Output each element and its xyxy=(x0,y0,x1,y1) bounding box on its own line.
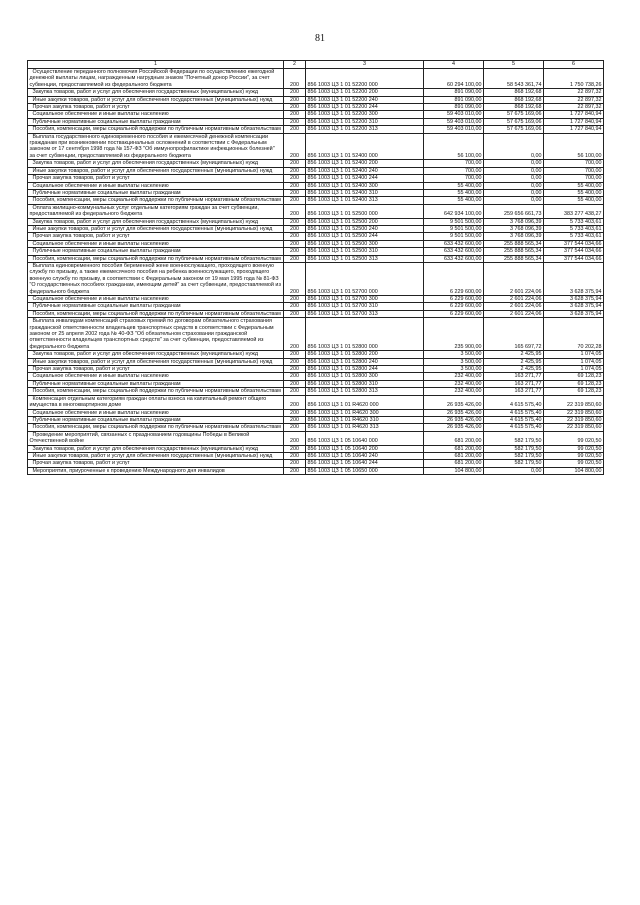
unexecuted-amount: 55 400,00 xyxy=(544,189,604,196)
budget-classification-code: 856 1003 ЦЗ 1 01 52800 310 xyxy=(306,380,424,387)
approved-amount: 891 090,00 xyxy=(424,89,484,96)
budget-classification-code: 856 1003 ЦЗ 1 01 52200 300 xyxy=(306,111,424,118)
row-description: Прочая закупка товаров, работ и услуг xyxy=(28,366,284,373)
row-description: Пособия, компенсации, меры социальной поддержки по публичным нормативным обязательствам xyxy=(28,424,284,431)
row-description: Закупка товаров, работ и услуг для обеспечения государственных (муниципальных) нужд xyxy=(28,351,284,358)
budget-classification-code: 856 1003 ЦЗ 1 01 52400 200 xyxy=(306,160,424,167)
approved-amount: 26 935 426,00 xyxy=(424,416,484,423)
unexecuted-amount: 22 319 850,60 xyxy=(544,395,604,409)
executed-amount: 2 601 224,06 xyxy=(484,303,544,310)
row-description: Социальное обеспечение и иные выплаты населению xyxy=(28,373,284,380)
row-description: Закупка товаров, работ и услуг для обеспечения государственных (муниципальных) нужд xyxy=(28,445,284,452)
unexecuted-amount: 1 727 840,94 xyxy=(544,118,604,125)
budget-classification-code: 856 1003 ЦЗ 1 01 52500 300 xyxy=(306,240,424,247)
unexecuted-amount: 700,00 xyxy=(544,167,604,174)
budget-classification-code: 856 1003 ЦЗ 1 01 52800 313 xyxy=(306,388,424,395)
table-row xyxy=(28,373,604,380)
executed-amount: 163 271,77 xyxy=(484,373,544,380)
table-row xyxy=(28,366,604,373)
line-code: 200 xyxy=(284,358,306,365)
line-code: 200 xyxy=(284,255,306,262)
budget-classification-code: 856 1003 ЦЗ 1 01 R4620 300 xyxy=(306,409,424,416)
table-row xyxy=(28,318,604,351)
unexecuted-amount: 3 628 375,94 xyxy=(544,262,604,295)
approved-amount: 60 294 100,00 xyxy=(424,69,484,89)
table-row xyxy=(28,262,604,295)
executed-amount: 0,00 xyxy=(484,189,544,196)
executed-amount: 57 675 169,06 xyxy=(484,111,544,118)
executed-amount: 259 656 661,73 xyxy=(484,204,544,218)
unexecuted-amount: 55 400,00 xyxy=(544,182,604,189)
unexecuted-amount: 377 544 034,66 xyxy=(544,255,604,262)
unexecuted-amount: 69 128,23 xyxy=(544,373,604,380)
unexecuted-amount: 104 800,00 xyxy=(544,467,604,474)
budget-classification-code: 856 1003 ЦЗ 1 01 52200 000 xyxy=(306,69,424,89)
executed-amount: 4 615 575,40 xyxy=(484,395,544,409)
table-row xyxy=(28,69,604,89)
line-code: 200 xyxy=(284,175,306,182)
budget-classification-code: 856 1003 ЦЗ 1 01 52800 300 xyxy=(306,373,424,380)
budget-classification-code: 856 1003 ЦЗ 1 01 52400 000 xyxy=(306,133,424,160)
line-code: 200 xyxy=(284,262,306,295)
budget-classification-code: 856 1003 ЦЗ 1 01 52400 313 xyxy=(306,197,424,204)
budget-classification-code: 856 1003 ЦЗ 1 01 52400 300 xyxy=(306,182,424,189)
executed-amount: 163 271,77 xyxy=(484,388,544,395)
approved-amount: 6 229 600,00 xyxy=(424,310,484,317)
approved-amount: 681 200,00 xyxy=(424,452,484,459)
line-code: 200 xyxy=(284,197,306,204)
row-description: Социальное обеспечение и иные выплаты населению xyxy=(28,296,284,303)
budget-classification-code: 856 1003 ЦЗ 1 01 52200 200 xyxy=(306,89,424,96)
executed-amount: 3 768 096,39 xyxy=(484,218,544,225)
line-code: 200 xyxy=(284,182,306,189)
executed-amount: 2 601 224,06 xyxy=(484,296,544,303)
executed-amount: 255 888 565,34 xyxy=(484,248,544,255)
unexecuted-amount: 700,00 xyxy=(544,160,604,167)
budget-classification-code: 856 1003 ЦЗ 1 01 R4620 310 xyxy=(306,416,424,423)
approved-amount: 3 500,00 xyxy=(424,351,484,358)
table-row xyxy=(28,380,604,387)
unexecuted-amount: 55 400,00 xyxy=(544,197,604,204)
approved-amount: 633 432 600,00 xyxy=(424,255,484,262)
line-code: 200 xyxy=(284,445,306,452)
executed-amount: 4 615 575,40 xyxy=(484,424,544,431)
unexecuted-amount: 22 319 850,60 xyxy=(544,424,604,431)
row-description: Публичные нормативные социальные выплаты гражданам xyxy=(28,303,284,310)
line-code: 200 xyxy=(284,111,306,118)
budget-classification-code: 856 1003 ЦЗ 1 01 R4620 313 xyxy=(306,424,424,431)
table-row xyxy=(28,182,604,189)
approved-amount: 232 400,00 xyxy=(424,388,484,395)
line-code: 200 xyxy=(284,395,306,409)
approved-amount: 3 500,00 xyxy=(424,358,484,365)
table-row xyxy=(28,126,604,133)
row-description: Иные закупки товаров, работ и услуг для обеспечения государственных (муниципальных) нужд xyxy=(28,225,284,232)
budget-classification-code: 856 1003 ЦЗ 1 05 10640 244 xyxy=(306,460,424,467)
executed-amount: 2 425,95 xyxy=(484,366,544,373)
budget-classification-code: 856 1003 ЦЗ 1 05 10650 000 xyxy=(306,467,424,474)
table-row xyxy=(28,218,604,225)
unexecuted-amount: 377 544 034,66 xyxy=(544,240,604,247)
table-row xyxy=(28,225,604,232)
budget-classification-code: 856 1003 ЦЗ 1 01 52500 244 xyxy=(306,233,424,240)
executed-amount: 2 425,95 xyxy=(484,351,544,358)
approved-amount: 633 432 600,00 xyxy=(424,240,484,247)
line-code: 200 xyxy=(284,351,306,358)
table-row xyxy=(28,104,604,111)
executed-amount: 868 192,68 xyxy=(484,96,544,103)
unexecuted-amount: 1 074,05 xyxy=(544,358,604,365)
unexecuted-amount: 1 727 840,94 xyxy=(544,111,604,118)
budget-classification-code: 856 1003 ЦЗ 1 05 10640 000 xyxy=(306,431,424,445)
budget-classification-code: 856 1003 ЦЗ 1 01 52800 200 xyxy=(306,351,424,358)
line-code: 200 xyxy=(284,380,306,387)
line-code: 200 xyxy=(284,240,306,247)
table-row xyxy=(28,89,604,96)
row-description: Пособия, компенсации, меры социальной поддержки по публичным нормативным обязательствам xyxy=(28,255,284,262)
line-code: 200 xyxy=(284,167,306,174)
row-description: Иные закупки товаров, работ и услуг для обеспечения государственных (муниципальных) нужд xyxy=(28,358,284,365)
row-description: Прочая закупка товаров, работ и услуг xyxy=(28,460,284,467)
budget-table xyxy=(27,60,604,475)
table-row xyxy=(28,424,604,431)
executed-amount: 582 179,50 xyxy=(484,452,544,459)
budget-classification-code: 856 1003 ЦЗ 1 01 52500 240 xyxy=(306,225,424,232)
executed-amount: 255 888 565,34 xyxy=(484,255,544,262)
executed-amount: 582 179,50 xyxy=(484,460,544,467)
unexecuted-amount: 1 727 840,94 xyxy=(544,126,604,133)
executed-amount: 0,00 xyxy=(484,167,544,174)
approved-amount: 891 090,00 xyxy=(424,96,484,103)
approved-amount: 6 229 600,00 xyxy=(424,303,484,310)
executed-amount: 4 615 575,40 xyxy=(484,409,544,416)
unexecuted-amount: 383 277 438,27 xyxy=(544,204,604,218)
budget-classification-code: 856 1003 ЦЗ 1 01 52200 244 xyxy=(306,104,424,111)
row-description: Иные закупки товаров, работ и услуг для обеспечения государственных (муниципальных) нужд xyxy=(28,96,284,103)
table-row xyxy=(28,248,604,255)
table-row xyxy=(28,204,604,218)
unexecuted-amount: 700,00 xyxy=(544,175,604,182)
line-code: 200 xyxy=(284,89,306,96)
header-cell: 5 xyxy=(484,61,544,69)
approved-amount: 26 935 426,00 xyxy=(424,409,484,416)
table-row xyxy=(28,233,604,240)
budget-classification-code: 856 1003 ЦЗ 1 01 52500 200 xyxy=(306,218,424,225)
unexecuted-amount: 1 750 738,26 xyxy=(544,69,604,89)
budget-classification-code: 856 1003 ЦЗ 1 01 52400 244 xyxy=(306,175,424,182)
row-description: Прочая закупка товаров, работ и услуг xyxy=(28,175,284,182)
line-code: 200 xyxy=(284,126,306,133)
unexecuted-amount: 3 628 375,94 xyxy=(544,310,604,317)
approved-amount: 681 200,00 xyxy=(424,445,484,452)
row-description: Пособия, компенсации, меры социальной поддержки по публичным нормативным обязательствам xyxy=(28,197,284,204)
table-row xyxy=(28,303,604,310)
budget-classification-code: 856 1003 ЦЗ 1 01 52500 313 xyxy=(306,255,424,262)
approved-amount: 59 403 010,00 xyxy=(424,111,484,118)
table-row xyxy=(28,240,604,247)
header-cell: 1 xyxy=(28,61,284,69)
unexecuted-amount: 22 897,32 xyxy=(544,104,604,111)
row-description: Выплата единовременного пособия беременной жене военнослужащего, проходящего военную службу по призыву, а также ежемесячного пособия на ребенка военнослужащего, проходящего военную службу по призыву, в соответствии с Федеральным законом от 19 мая 1995 года № 81-ФЗ "О государственных пособиях гражданам, имеющим детей" за счет субвенции, предоставляемой из федерального бюджета xyxy=(28,262,284,295)
executed-amount: 0,00 xyxy=(484,467,544,474)
table-body xyxy=(28,69,604,475)
unexecuted-amount: 3 628 375,94 xyxy=(544,303,604,310)
line-code: 200 xyxy=(284,248,306,255)
table-row xyxy=(28,133,604,160)
budget-classification-code: 856 1003 ЦЗ 1 01 52700 300 xyxy=(306,296,424,303)
approved-amount: 26 935 426,00 xyxy=(424,395,484,409)
line-code: 200 xyxy=(284,409,306,416)
line-code: 200 xyxy=(284,388,306,395)
row-description: Иные закупки товаров, работ и услуг для обеспечения государственных (муниципальных) нужд xyxy=(28,452,284,459)
line-code: 200 xyxy=(284,189,306,196)
unexecuted-amount: 99 020,50 xyxy=(544,460,604,467)
budget-classification-code: 856 1003 ЦЗ 1 05 10640 200 xyxy=(306,445,424,452)
line-code: 200 xyxy=(284,318,306,351)
line-code: 200 xyxy=(284,296,306,303)
table-row xyxy=(28,111,604,118)
table-row xyxy=(28,395,604,409)
table-row xyxy=(28,255,604,262)
table-row xyxy=(28,409,604,416)
row-description: Социальное обеспечение и иные выплаты населению xyxy=(28,182,284,189)
row-description: Публичные нормативные социальные выплаты гражданам xyxy=(28,189,284,196)
budget-classification-code: 856 1003 ЦЗ 1 01 52800 240 xyxy=(306,358,424,365)
line-code: 200 xyxy=(284,133,306,160)
unexecuted-amount: 1 074,05 xyxy=(544,351,604,358)
executed-amount: 0,00 xyxy=(484,182,544,189)
approved-amount: 891 090,00 xyxy=(424,104,484,111)
line-code: 200 xyxy=(284,373,306,380)
executed-amount: 0,00 xyxy=(484,160,544,167)
line-code: 200 xyxy=(284,416,306,423)
unexecuted-amount: 69 128,23 xyxy=(544,380,604,387)
budget-classification-code: 856 1003 ЦЗ 1 01 52700 313 xyxy=(306,310,424,317)
line-code: 200 xyxy=(284,303,306,310)
header-cell: 2 xyxy=(284,61,306,69)
row-description: Выплата государственного единовременного пособия и ежемесячной денежной компенсации гражданам при возникновении поствакцинальных осложнений в соответствии с Федеральным законом от 17 сентября 1998 года № 157-ФЗ "Об иммунопрофилактике инфекционных болезней" за счет субвенции, предоставляемой из федерального бюджета xyxy=(28,133,284,160)
approved-amount: 3 500,00 xyxy=(424,366,484,373)
row-description: Проведение мероприятий, связанных с празднованием годовщины Победы в Великой Отечественной войне xyxy=(28,431,284,445)
row-description: Осуществление переданного полномочия Российской Федерации по осуществлению ежегодной денежной выплаты лицам, награжденным нагрудным знаком "Почетный донор России", за счет субвенции, предоставляемой из федерального бюджета xyxy=(28,69,284,89)
row-description: Социальное обеспечение и иные выплаты населению xyxy=(28,111,284,118)
line-code: 200 xyxy=(284,467,306,474)
approved-amount: 9 501 500,00 xyxy=(424,218,484,225)
executed-amount: 58 543 361,74 xyxy=(484,69,544,89)
row-description: Пособия, компенсации, меры социальной поддержки по публичным нормативным обязательствам xyxy=(28,388,284,395)
budget-classification-code: 856 1003 ЦЗ 1 01 R4620 000 xyxy=(306,395,424,409)
line-code: 200 xyxy=(284,310,306,317)
line-code: 200 xyxy=(284,69,306,89)
row-description: Публичные нормативные социальные выплаты гражданам xyxy=(28,380,284,387)
budget-classification-code: 856 1003 ЦЗ 1 01 52200 240 xyxy=(306,96,424,103)
budget-classification-code: 856 1003 ЦЗ 1 01 52200 313 xyxy=(306,126,424,133)
line-code: 200 xyxy=(284,225,306,232)
approved-amount: 104 800,00 xyxy=(424,467,484,474)
row-description: Закупка товаров, работ и услуг для обеспечения государственных (муниципальных) нужд xyxy=(28,160,284,167)
unexecuted-amount: 377 544 034,66 xyxy=(544,248,604,255)
budget-classification-code: 856 1003 ЦЗ 1 01 52800 000 xyxy=(306,318,424,351)
table-row xyxy=(28,118,604,125)
approved-amount: 9 501 500,00 xyxy=(424,233,484,240)
approved-amount: 232 400,00 xyxy=(424,373,484,380)
unexecuted-amount: 1 074,05 xyxy=(544,366,604,373)
row-description: Оплата жилищно-коммунальных услуг отдельным категориям граждан за счет субвенции, предоставляемой из федерального бюджета xyxy=(28,204,284,218)
approved-amount: 681 200,00 xyxy=(424,431,484,445)
approved-amount: 59 403 010,00 xyxy=(424,126,484,133)
line-code: 200 xyxy=(284,218,306,225)
row-description: Прочая закупка товаров, работ и услуг xyxy=(28,233,284,240)
executed-amount: 2 601 224,06 xyxy=(484,262,544,295)
header-cell: 3 xyxy=(306,61,424,69)
budget-classification-code: 856 1003 ЦЗ 1 01 52500 000 xyxy=(306,204,424,218)
header-cell: 6 xyxy=(544,61,604,69)
approved-amount: 700,00 xyxy=(424,160,484,167)
unexecuted-amount: 3 628 375,94 xyxy=(544,296,604,303)
row-description: Публичные нормативные социальные выплаты гражданам xyxy=(28,416,284,423)
budget-classification-code: 856 1003 ЦЗ 1 01 52700 000 xyxy=(306,262,424,295)
executed-amount: 3 768 096,39 xyxy=(484,233,544,240)
line-code: 200 xyxy=(284,160,306,167)
line-code: 200 xyxy=(284,104,306,111)
table-row xyxy=(28,358,604,365)
executed-amount: 0,00 xyxy=(484,133,544,160)
budget-classification-code: 856 1003 ЦЗ 1 01 52400 310 xyxy=(306,189,424,196)
table-row xyxy=(28,189,604,196)
line-code: 200 xyxy=(284,460,306,467)
row-description: Пособия, компенсации, меры социальной поддержки по публичным нормативным обязательствам xyxy=(28,126,284,133)
table-row xyxy=(28,416,604,423)
approved-amount: 700,00 xyxy=(424,167,484,174)
executed-amount: 165 697,72 xyxy=(484,318,544,351)
approved-amount: 681 200,00 xyxy=(424,460,484,467)
row-description: Иные закупки товаров, работ и услуг для обеспечения государственных (муниципальных) нужд xyxy=(28,167,284,174)
executed-amount: 255 888 565,34 xyxy=(484,240,544,247)
unexecuted-amount: 22 319 850,60 xyxy=(544,409,604,416)
executed-amount: 582 179,50 xyxy=(484,445,544,452)
approved-amount: 26 935 426,00 xyxy=(424,424,484,431)
table-row xyxy=(28,351,604,358)
unexecuted-amount: 22 897,32 xyxy=(544,96,604,103)
budget-classification-code: 856 1003 ЦЗ 1 05 10640 240 xyxy=(306,452,424,459)
table-row xyxy=(28,175,604,182)
executed-amount: 868 192,68 xyxy=(484,89,544,96)
approved-amount: 6 229 600,00 xyxy=(424,262,484,295)
unexecuted-amount: 56 100,00 xyxy=(544,133,604,160)
executed-amount: 57 675 169,06 xyxy=(484,118,544,125)
executed-amount: 2 425,95 xyxy=(484,358,544,365)
unexecuted-amount: 5 733 403,61 xyxy=(544,225,604,232)
approved-amount: 56 100,00 xyxy=(424,133,484,160)
unexecuted-amount: 69 128,23 xyxy=(544,388,604,395)
line-code: 200 xyxy=(284,118,306,125)
row-description: Публичные нормативные социальные выплаты гражданам xyxy=(28,118,284,125)
budget-classification-code: 856 1003 ЦЗ 1 01 52200 310 xyxy=(306,118,424,125)
unexecuted-amount: 22 897,32 xyxy=(544,89,604,96)
approved-amount: 59 403 010,00 xyxy=(424,118,484,125)
budget-classification-code: 856 1003 ЦЗ 1 01 52400 240 xyxy=(306,167,424,174)
table-row xyxy=(28,197,604,204)
unexecuted-amount: 70 202,28 xyxy=(544,318,604,351)
row-description: Компенсация отдельным категориям граждан оплаты взноса на капитальный ремонт общего имущества в многоквартирном доме xyxy=(28,395,284,409)
budget-classification-code: 856 1003 ЦЗ 1 01 52500 310 xyxy=(306,248,424,255)
approved-amount: 55 400,00 xyxy=(424,182,484,189)
line-code: 200 xyxy=(284,452,306,459)
line-code: 200 xyxy=(284,233,306,240)
unexecuted-amount: 5 733 403,61 xyxy=(544,233,604,240)
unexecuted-amount: 5 733 403,61 xyxy=(544,218,604,225)
unexecuted-amount: 22 319 850,60 xyxy=(544,416,604,423)
page-number: 81 xyxy=(315,33,325,44)
row-description: Выплата инвалидам компенсаций страховых премий по договорам обязательного страхования гражданской ответственности владельцев транспортных средств в соответствии с Федеральным законом от 25 апреля 2002 года № 40-ФЗ "Об обязательном страховании гражданской ответственности владельцев транспортных средств" за счет субвенции, предоставляемой из федерального бюджета xyxy=(28,318,284,351)
table-row xyxy=(28,467,604,474)
row-description: Закупка товаров, работ и услуг для обеспечения государственных (муниципальных) нужд xyxy=(28,218,284,225)
line-code: 200 xyxy=(284,431,306,445)
header-cell: 4 xyxy=(424,61,484,69)
table-row xyxy=(28,296,604,303)
row-description: Публичные нормативные социальные выплаты гражданам xyxy=(28,248,284,255)
executed-amount: 57 675 169,06 xyxy=(484,126,544,133)
row-description: Социальное обеспечение и иные выплаты населению xyxy=(28,240,284,247)
table-row xyxy=(28,445,604,452)
table-row xyxy=(28,96,604,103)
line-code: 200 xyxy=(284,204,306,218)
table-row xyxy=(28,431,604,445)
row-description: Закупка товаров, работ и услуг для обеспечения государственных (муниципальных) нужд xyxy=(28,89,284,96)
approved-amount: 6 229 600,00 xyxy=(424,296,484,303)
unexecuted-amount: 99 020,50 xyxy=(544,445,604,452)
approved-amount: 700,00 xyxy=(424,175,484,182)
executed-amount: 3 768 096,39 xyxy=(484,225,544,232)
table-row xyxy=(28,167,604,174)
unexecuted-amount: 99 020,50 xyxy=(544,431,604,445)
executed-amount: 868 192,68 xyxy=(484,104,544,111)
table-row xyxy=(28,310,604,317)
table-row xyxy=(28,160,604,167)
line-code: 200 xyxy=(284,96,306,103)
approved-amount: 55 400,00 xyxy=(424,197,484,204)
executed-amount: 0,00 xyxy=(484,175,544,182)
table-row xyxy=(28,460,604,467)
approved-amount: 642 934 100,00 xyxy=(424,204,484,218)
budget-classification-code: 856 1003 ЦЗ 1 01 52700 310 xyxy=(306,303,424,310)
row-description: Прочая закупка товаров, работ и услуг xyxy=(28,104,284,111)
unexecuted-amount: 99 020,50 xyxy=(544,452,604,459)
approved-amount: 9 501 500,00 xyxy=(424,225,484,232)
row-description: Социальное обеспечение и иные выплаты населению xyxy=(28,409,284,416)
budget-classification-code: 856 1003 ЦЗ 1 01 52800 244 xyxy=(306,366,424,373)
executed-amount: 0,00 xyxy=(484,197,544,204)
approved-amount: 633 432 600,00 xyxy=(424,248,484,255)
line-code: 200 xyxy=(284,424,306,431)
executed-amount: 4 615 575,40 xyxy=(484,416,544,423)
row-description: Пособия, компенсации, меры социальной поддержки по публичным нормативным обязательствам xyxy=(28,310,284,317)
executed-amount: 2 601 224,06 xyxy=(484,310,544,317)
table-row xyxy=(28,388,604,395)
row-description: Мероприятия, приуроченные к проведению Международного дня инвалидов xyxy=(28,467,284,474)
header-row xyxy=(28,61,604,69)
line-code: 200 xyxy=(284,366,306,373)
table-row xyxy=(28,452,604,459)
approved-amount: 55 400,00 xyxy=(424,189,484,196)
approved-amount: 232 400,00 xyxy=(424,380,484,387)
executed-amount: 582 179,50 xyxy=(484,431,544,445)
executed-amount: 163 271,77 xyxy=(484,380,544,387)
approved-amount: 235 900,00 xyxy=(424,318,484,351)
